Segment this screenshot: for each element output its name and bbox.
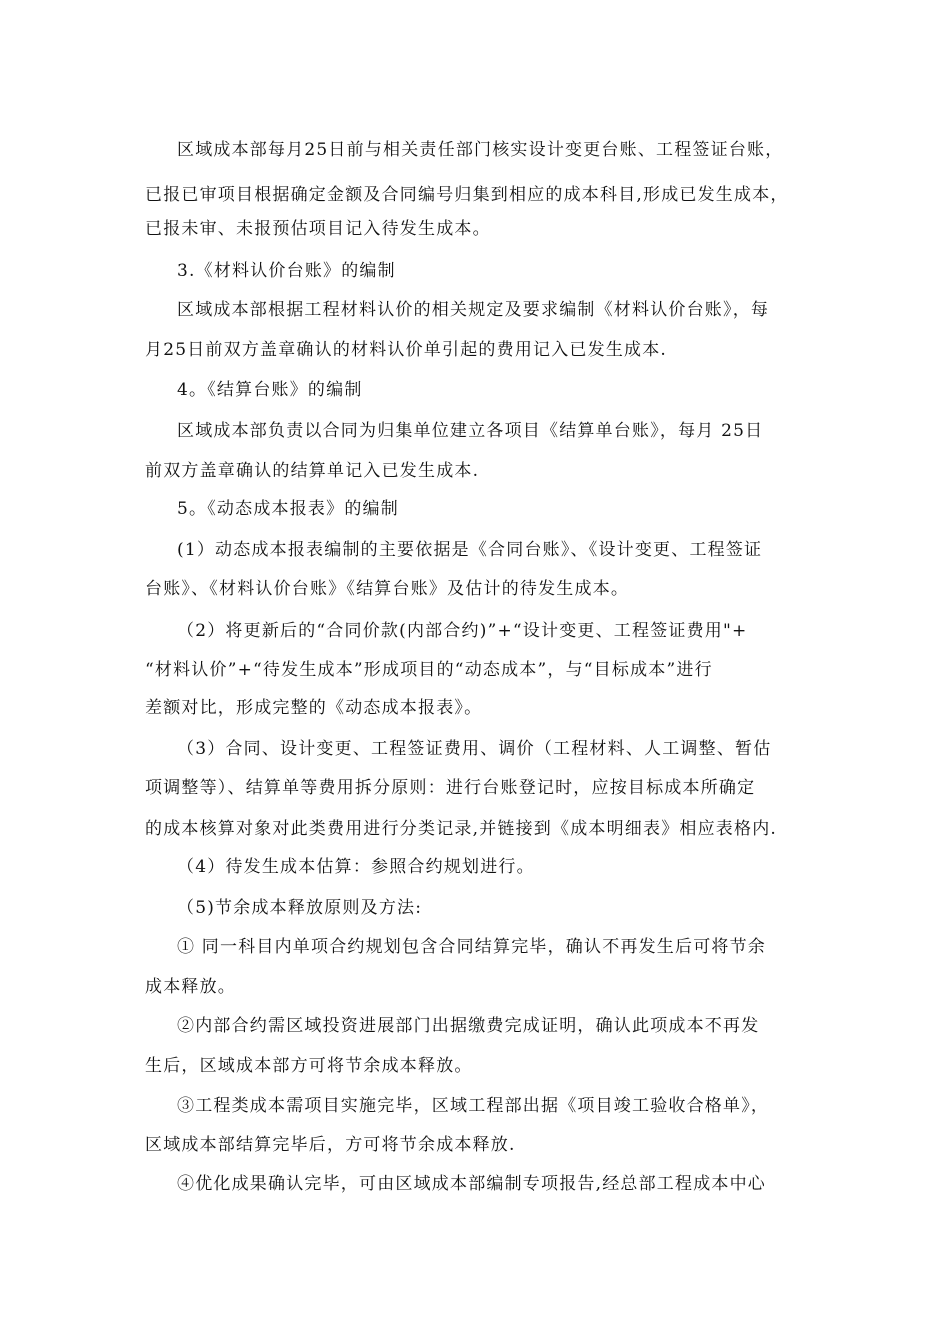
paragraph-line: 已报未审、未报预估项目记入待发生成本。 [145,219,491,239]
paragraph-line: 差额对比，形成完整的《动态成本报表》。 [145,698,483,718]
paragraph-line: 台账》、《材料认价台账》《结算台账》及估计的待发生成本。 [145,579,630,599]
paragraph-line: ②内部合约需区域投资进展部门出据缴费完成证明，确认此项成本不再发 [177,1016,760,1036]
paragraph-line: 前双方盖章确认的结算单记入已发生成本. [145,461,480,481]
paragraph-line: “材料认价”+“待发生成本”形成项目的“动态成本”，与“目标成本”进行 [145,660,713,680]
paragraph-line: 的成本核算对象对此类费用进行分类记录,并链接到《成本明细表》相应表格内. [145,819,778,839]
paragraph-line: （3）合同、设计变更、工程签证费用、调价（工程材料、人工调整、暂估 [177,739,772,759]
paragraph-line: 区域成本部结算完毕后，方可将节余成本释放. [145,1135,516,1155]
paragraph-line: （4）待发生成本估算：参照合约规划进行。 [177,857,535,877]
paragraph-line: 生后，区域成本部方可将节余成本释放。 [145,1056,473,1076]
paragraph-line: ④优化成果确认完毕，可由区域成本部编制专项报告,经总部工程成本中心 [177,1174,767,1194]
paragraph-line: （2）将更新后的“合同价款(内部合约)”+“设计变更、工程签证费用"+ [177,621,748,641]
paragraph-line: 成本释放。 [145,977,236,997]
paragraph-line: (1）动态成本报表编制的主要依据是《合同台账》、《设计变更、工程签证 [177,540,763,560]
paragraph-line: 已报已审项目根据确定金额及合同编号归集到相应的成本科目,形成已发生成本， [145,185,789,205]
paragraph-line: ③工程类成本需项目实施完毕，区域工程部出据《项目竣工验收合格单》， [177,1096,770,1116]
paragraph-line: ① 同一科目内单项合约规划包含合同结算完毕，确认不再发生后可将节余 [177,937,767,957]
section-heading: 3.《材料认价台账》的编制 [177,261,396,281]
paragraph-line: （5)节余成本释放原则及方法: [177,898,423,918]
section-heading: 4。《结算台账》的编制 [177,380,363,400]
section-heading: 5。《动态成本报表》的编制 [177,499,399,519]
paragraph-line: 月25日前双方盖章确认的材料认价单引起的费用记入已发生成本. [145,340,668,360]
paragraph-line: 区域成本部负责以合同为归集单位建立各项目《结算单台账》，每月 25日 [177,421,764,441]
paragraph-line: 项调整等）、结算单等费用拆分原则：进行台账登记时，应按目标成本所确定 [145,778,756,798]
paragraph-line: 区域成本部根据工程材料认价的相关规定及要求编制《材料认价台账》，每 [177,300,770,320]
paragraph-line: 区域成本部每月25日前与相关责任部门核实设计变更台账、工程签证台账， [177,140,784,160]
